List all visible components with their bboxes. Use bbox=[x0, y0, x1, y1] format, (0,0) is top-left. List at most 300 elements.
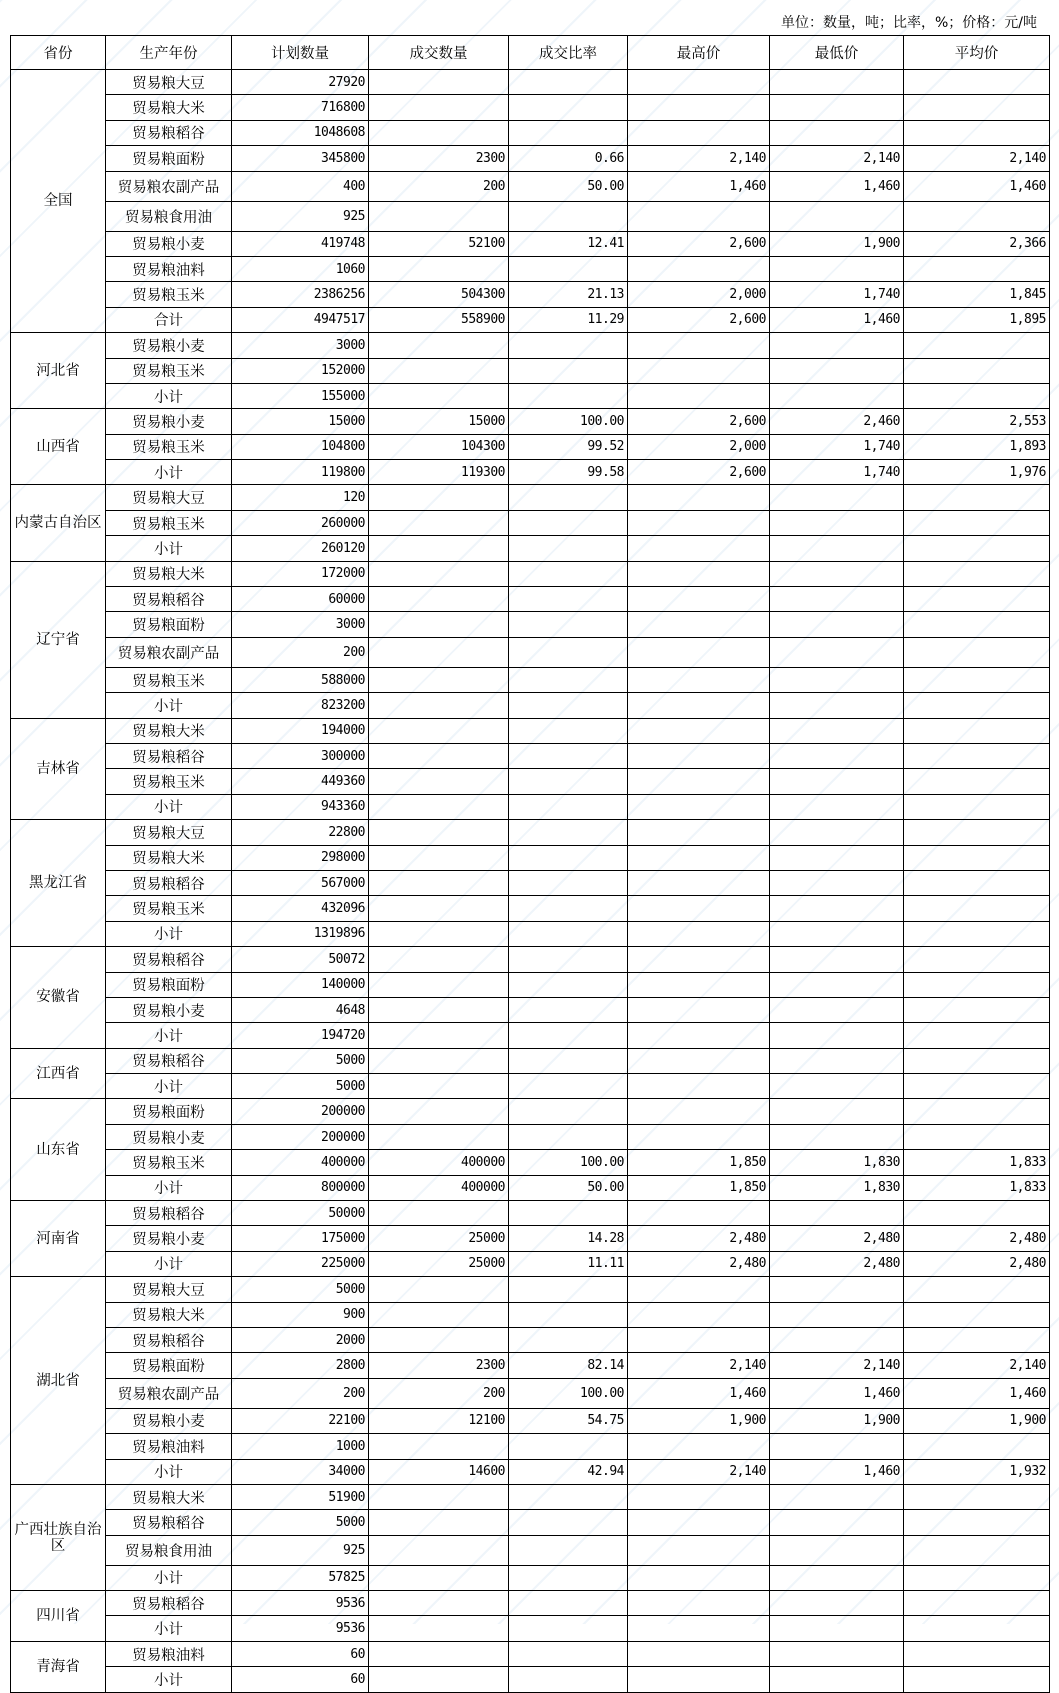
deal-rate-cell: 82.14 bbox=[509, 1353, 628, 1378]
planned-qty-cell: 925 bbox=[232, 1535, 369, 1565]
deal-qty-cell: 52100 bbox=[369, 231, 509, 256]
province-cell: 江西省 bbox=[11, 1048, 106, 1099]
deal-qty-cell: 104300 bbox=[369, 434, 509, 459]
max-price-cell bbox=[628, 70, 770, 95]
item-cell: 贸易粮面粉 bbox=[106, 146, 232, 171]
item-cell: 贸易粮稻谷 bbox=[106, 587, 232, 612]
deal-qty-cell bbox=[369, 1124, 509, 1149]
province-cell: 山东省 bbox=[11, 1099, 106, 1201]
table-row bbox=[11, 1591, 1050, 1616]
max-price-cell bbox=[628, 358, 770, 383]
deal-rate-cell: 100.00 bbox=[509, 1378, 628, 1408]
max-price-cell bbox=[628, 1616, 770, 1641]
planned-qty-cell: 194720 bbox=[232, 1023, 369, 1048]
avg-price-cell: 2,140 bbox=[904, 146, 1050, 171]
province-cell: 黑龙江省 bbox=[11, 820, 106, 947]
avg-price-cell bbox=[904, 667, 1050, 692]
max-price-cell bbox=[628, 510, 770, 535]
max-price-cell: 1,460 bbox=[628, 1378, 770, 1408]
min-price-cell bbox=[770, 1565, 904, 1590]
item-cell: 贸易粮稻谷 bbox=[106, 1327, 232, 1352]
max-price-cell bbox=[628, 485, 770, 510]
max-price-cell bbox=[628, 1074, 770, 1099]
min-price-cell bbox=[770, 997, 904, 1022]
deal-qty-cell: 2300 bbox=[369, 1353, 509, 1378]
avg-price-cell bbox=[904, 896, 1050, 921]
table-row bbox=[11, 510, 1050, 535]
deal-rate-cell bbox=[509, 997, 628, 1022]
max-price-cell: 1,900 bbox=[628, 1408, 770, 1433]
deal-qty-cell bbox=[369, 95, 509, 120]
planned-qty-cell: 449360 bbox=[232, 769, 369, 794]
max-price-cell bbox=[628, 1591, 770, 1616]
deal-rate-cell: 100.00 bbox=[509, 1150, 628, 1175]
planned-qty-cell: 50072 bbox=[232, 947, 369, 972]
max-price-cell bbox=[628, 256, 770, 281]
item-cell: 贸易粮稻谷 bbox=[106, 120, 232, 145]
header-item: 生产年份 bbox=[106, 36, 232, 70]
item-cell: 贸易粮玉米 bbox=[106, 1150, 232, 1175]
min-price-cell: 1,830 bbox=[770, 1150, 904, 1175]
table-row bbox=[11, 146, 1050, 171]
deal-rate-cell bbox=[509, 612, 628, 637]
planned-qty-cell: 22800 bbox=[232, 820, 369, 845]
deal-qty-cell bbox=[369, 201, 509, 231]
item-cell: 贸易粮大豆 bbox=[106, 820, 232, 845]
header-avg-price: 平均价 bbox=[904, 36, 1050, 70]
item-cell: 贸易粮油料 bbox=[106, 1641, 232, 1666]
max-price-cell bbox=[628, 1327, 770, 1352]
item-cell: 小计 bbox=[106, 383, 232, 408]
deal-rate-cell: 99.58 bbox=[509, 460, 628, 485]
avg-price-cell bbox=[904, 510, 1050, 535]
avg-price-cell bbox=[904, 612, 1050, 637]
max-price-cell bbox=[628, 743, 770, 768]
item-cell: 贸易粮小麦 bbox=[106, 1408, 232, 1433]
province-cell: 河北省 bbox=[11, 333, 106, 409]
max-price-cell bbox=[628, 95, 770, 120]
table-row bbox=[11, 947, 1050, 972]
avg-price-cell bbox=[904, 536, 1050, 561]
deal-rate-cell: 14.28 bbox=[509, 1226, 628, 1251]
item-cell: 贸易粮面粉 bbox=[106, 972, 232, 997]
table-row bbox=[11, 460, 1050, 485]
planned-qty-cell: 225000 bbox=[232, 1251, 369, 1276]
deal-rate-cell: 100.00 bbox=[509, 409, 628, 434]
deal-rate-cell: 21.13 bbox=[509, 282, 628, 307]
min-price-cell bbox=[770, 1327, 904, 1352]
planned-qty-cell: 3000 bbox=[232, 333, 369, 358]
deal-rate-cell: 42.94 bbox=[509, 1459, 628, 1484]
table-row bbox=[11, 1408, 1050, 1433]
planned-qty-cell: 5000 bbox=[232, 1074, 369, 1099]
table-row bbox=[11, 70, 1050, 95]
item-cell: 贸易粮小麦 bbox=[106, 1226, 232, 1251]
table-row bbox=[11, 921, 1050, 946]
deal-qty-cell: 14600 bbox=[369, 1459, 509, 1484]
avg-price-cell bbox=[904, 845, 1050, 870]
deal-rate-cell: 99.52 bbox=[509, 434, 628, 459]
deal-rate-cell bbox=[509, 1565, 628, 1590]
planned-qty-cell: 4648 bbox=[232, 997, 369, 1022]
deal-qty-cell bbox=[369, 972, 509, 997]
deal-qty-cell bbox=[369, 1201, 509, 1226]
table-row bbox=[11, 870, 1050, 895]
item-cell: 贸易粮大米 bbox=[106, 845, 232, 870]
deal-rate-cell bbox=[509, 667, 628, 692]
deal-rate-cell bbox=[509, 1327, 628, 1352]
table-row bbox=[11, 1616, 1050, 1641]
planned-qty-cell: 60 bbox=[232, 1641, 369, 1666]
min-price-cell bbox=[770, 70, 904, 95]
table-row bbox=[11, 231, 1050, 256]
avg-price-cell: 1,833 bbox=[904, 1150, 1050, 1175]
deal-qty-cell bbox=[369, 1277, 509, 1302]
min-price-cell bbox=[770, 256, 904, 281]
max-price-cell: 2,000 bbox=[628, 434, 770, 459]
table-row bbox=[11, 1565, 1050, 1590]
max-price-cell: 2,140 bbox=[628, 1353, 770, 1378]
avg-price-cell bbox=[904, 743, 1050, 768]
deal-rate-cell bbox=[509, 769, 628, 794]
deal-rate-cell bbox=[509, 358, 628, 383]
header-province: 省份 bbox=[11, 36, 106, 70]
deal-rate-cell bbox=[509, 972, 628, 997]
min-price-cell bbox=[770, 587, 904, 612]
table-row bbox=[11, 282, 1050, 307]
item-cell: 贸易粮玉米 bbox=[106, 282, 232, 307]
max-price-cell bbox=[628, 1124, 770, 1149]
table-row bbox=[11, 485, 1050, 510]
deal-rate-cell bbox=[509, 1484, 628, 1509]
max-price-cell bbox=[628, 693, 770, 718]
planned-qty-cell: 155000 bbox=[232, 383, 369, 408]
deal-qty-cell bbox=[369, 1591, 509, 1616]
avg-price-cell bbox=[904, 333, 1050, 358]
planned-qty-cell: 3000 bbox=[232, 612, 369, 637]
deal-qty-cell bbox=[369, 612, 509, 637]
deal-rate-cell bbox=[509, 1591, 628, 1616]
max-price-cell bbox=[628, 333, 770, 358]
planned-qty-cell: 200 bbox=[232, 1378, 369, 1408]
planned-qty-cell: 432096 bbox=[232, 896, 369, 921]
avg-price-cell bbox=[904, 1327, 1050, 1352]
table-row bbox=[11, 1226, 1050, 1251]
deal-rate-cell bbox=[509, 1201, 628, 1226]
min-price-cell bbox=[770, 1591, 904, 1616]
table-row bbox=[11, 120, 1050, 145]
deal-rate-cell bbox=[509, 536, 628, 561]
max-price-cell bbox=[628, 947, 770, 972]
avg-price-cell bbox=[904, 70, 1050, 95]
province-cell: 河南省 bbox=[11, 1201, 106, 1277]
min-price-cell bbox=[770, 333, 904, 358]
deal-qty-cell bbox=[369, 718, 509, 743]
avg-price-cell bbox=[904, 1099, 1050, 1124]
item-cell: 贸易粮玉米 bbox=[106, 896, 232, 921]
planned-qty-cell: 152000 bbox=[232, 358, 369, 383]
item-cell: 贸易粮稻谷 bbox=[106, 1201, 232, 1226]
item-cell: 小计 bbox=[106, 794, 232, 819]
max-price-cell bbox=[628, 120, 770, 145]
table-row bbox=[11, 1510, 1050, 1535]
max-price-cell bbox=[628, 667, 770, 692]
min-price-cell bbox=[770, 769, 904, 794]
deal-rate-cell: 11.11 bbox=[509, 1251, 628, 1276]
min-price-cell: 1,740 bbox=[770, 460, 904, 485]
item-cell: 贸易粮大米 bbox=[106, 1484, 232, 1509]
min-price-cell: 1,460 bbox=[770, 307, 904, 332]
table-row bbox=[11, 1048, 1050, 1073]
item-cell: 贸易粮农副产品 bbox=[106, 1378, 232, 1408]
table-row bbox=[11, 1667, 1050, 1692]
min-price-cell bbox=[770, 1641, 904, 1666]
item-cell: 小计 bbox=[106, 1667, 232, 1692]
planned-qty-cell: 200000 bbox=[232, 1124, 369, 1149]
item-cell: 贸易粮小麦 bbox=[106, 333, 232, 358]
deal-rate-cell bbox=[509, 120, 628, 145]
table-row bbox=[11, 358, 1050, 383]
item-cell: 贸易粮油料 bbox=[106, 1434, 232, 1459]
avg-price-cell: 1,845 bbox=[904, 282, 1050, 307]
avg-price-cell bbox=[904, 820, 1050, 845]
min-price-cell bbox=[770, 120, 904, 145]
max-price-cell: 1,850 bbox=[628, 1150, 770, 1175]
planned-qty-cell: 175000 bbox=[232, 1226, 369, 1251]
deal-qty-cell: 400000 bbox=[369, 1150, 509, 1175]
avg-price-cell bbox=[904, 1277, 1050, 1302]
item-cell: 贸易粮食用油 bbox=[106, 201, 232, 231]
planned-qty-cell: 27920 bbox=[232, 70, 369, 95]
min-price-cell bbox=[770, 1201, 904, 1226]
avg-price-cell bbox=[904, 1641, 1050, 1666]
avg-price-cell bbox=[904, 1591, 1050, 1616]
deal-qty-cell bbox=[369, 1434, 509, 1459]
deal-rate-cell bbox=[509, 693, 628, 718]
planned-qty-cell: 119800 bbox=[232, 460, 369, 485]
avg-price-cell bbox=[904, 1434, 1050, 1459]
deal-qty-cell bbox=[369, 485, 509, 510]
max-price-cell bbox=[628, 921, 770, 946]
deal-rate-cell bbox=[509, 70, 628, 95]
item-cell: 贸易粮玉米 bbox=[106, 358, 232, 383]
planned-qty-cell: 2800 bbox=[232, 1353, 369, 1378]
avg-price-cell: 1,895 bbox=[904, 307, 1050, 332]
item-cell: 小计 bbox=[106, 460, 232, 485]
deal-qty-cell: 2300 bbox=[369, 146, 509, 171]
min-price-cell bbox=[770, 536, 904, 561]
planned-qty-cell: 50000 bbox=[232, 1201, 369, 1226]
min-price-cell bbox=[770, 1667, 904, 1692]
avg-price-cell bbox=[904, 201, 1050, 231]
planned-qty-cell: 172000 bbox=[232, 561, 369, 586]
planned-qty-cell: 22100 bbox=[232, 1408, 369, 1433]
avg-price-cell: 1,460 bbox=[904, 171, 1050, 201]
deal-qty-cell bbox=[369, 1302, 509, 1327]
planned-qty-cell: 2386256 bbox=[232, 282, 369, 307]
deal-rate-cell bbox=[509, 256, 628, 281]
item-cell: 贸易粮稻谷 bbox=[106, 870, 232, 895]
table-row bbox=[11, 1302, 1050, 1327]
province-cell: 青海省 bbox=[11, 1641, 106, 1692]
max-price-cell: 2,600 bbox=[628, 307, 770, 332]
planned-qty-cell: 60000 bbox=[232, 587, 369, 612]
header-max-price: 最高价 bbox=[628, 36, 770, 70]
planned-qty-cell: 104800 bbox=[232, 434, 369, 459]
min-price-cell bbox=[770, 637, 904, 667]
deal-qty-cell bbox=[369, 120, 509, 145]
deal-qty-cell bbox=[369, 637, 509, 667]
header-row bbox=[11, 36, 1050, 70]
deal-rate-cell bbox=[509, 1616, 628, 1641]
province-cell: 四川省 bbox=[11, 1591, 106, 1642]
min-price-cell bbox=[770, 1302, 904, 1327]
max-price-cell bbox=[628, 1565, 770, 1590]
planned-qty-cell: 400000 bbox=[232, 1150, 369, 1175]
table-row bbox=[11, 794, 1050, 819]
planned-qty-cell: 200 bbox=[232, 637, 369, 667]
min-price-cell bbox=[770, 896, 904, 921]
deal-qty-cell: 558900 bbox=[369, 307, 509, 332]
deal-qty-cell bbox=[369, 693, 509, 718]
table-row bbox=[11, 171, 1050, 201]
max-price-cell bbox=[628, 820, 770, 845]
item-cell: 小计 bbox=[106, 536, 232, 561]
planned-qty-cell: 900 bbox=[232, 1302, 369, 1327]
avg-price-cell: 1,932 bbox=[904, 1459, 1050, 1484]
deal-qty-cell: 200 bbox=[369, 1378, 509, 1408]
item-cell: 小计 bbox=[106, 921, 232, 946]
table-row bbox=[11, 769, 1050, 794]
deal-qty-cell bbox=[369, 1535, 509, 1565]
item-cell: 贸易粮玉米 bbox=[106, 434, 232, 459]
min-price-cell: 1,740 bbox=[770, 282, 904, 307]
table-row bbox=[11, 667, 1050, 692]
deal-qty-cell bbox=[369, 870, 509, 895]
table-row bbox=[11, 718, 1050, 743]
planned-qty-cell: 1319896 bbox=[232, 921, 369, 946]
deal-qty-cell bbox=[369, 383, 509, 408]
planned-qty-cell: 567000 bbox=[232, 870, 369, 895]
avg-price-cell bbox=[904, 95, 1050, 120]
min-price-cell bbox=[770, 718, 904, 743]
avg-price-cell bbox=[904, 1048, 1050, 1073]
table-row bbox=[11, 1175, 1050, 1200]
avg-price-cell bbox=[904, 358, 1050, 383]
deal-rate-cell bbox=[509, 587, 628, 612]
deal-qty-cell: 119300 bbox=[369, 460, 509, 485]
table-row bbox=[11, 743, 1050, 768]
deal-qty-cell bbox=[369, 1565, 509, 1590]
avg-price-cell bbox=[904, 769, 1050, 794]
table-row bbox=[11, 1099, 1050, 1124]
deal-rate-cell: 11.29 bbox=[509, 307, 628, 332]
min-price-cell bbox=[770, 921, 904, 946]
deal-qty-cell: 25000 bbox=[369, 1226, 509, 1251]
item-cell: 贸易粮小麦 bbox=[106, 997, 232, 1022]
item-cell: 贸易粮油料 bbox=[106, 256, 232, 281]
max-price-cell bbox=[628, 896, 770, 921]
avg-price-cell bbox=[904, 1124, 1050, 1149]
avg-price-cell bbox=[904, 1484, 1050, 1509]
item-cell: 小计 bbox=[106, 693, 232, 718]
item-cell: 贸易粮食用油 bbox=[106, 1535, 232, 1565]
min-price-cell bbox=[770, 1434, 904, 1459]
planned-qty-cell: 943360 bbox=[232, 794, 369, 819]
item-cell: 小计 bbox=[106, 1074, 232, 1099]
planned-qty-cell: 925 bbox=[232, 201, 369, 231]
avg-price-cell bbox=[904, 383, 1050, 408]
deal-rate-cell bbox=[509, 896, 628, 921]
province-cell: 吉林省 bbox=[11, 718, 106, 820]
deal-qty-cell bbox=[369, 769, 509, 794]
item-cell: 贸易粮农副产品 bbox=[106, 637, 232, 667]
planned-qty-cell: 588000 bbox=[232, 667, 369, 692]
min-price-cell bbox=[770, 667, 904, 692]
deal-rate-cell bbox=[509, 1023, 628, 1048]
table-row bbox=[11, 1150, 1050, 1175]
table-row bbox=[11, 1201, 1050, 1226]
max-price-cell bbox=[628, 1023, 770, 1048]
item-cell: 小计 bbox=[106, 1565, 232, 1590]
deal-rate-cell bbox=[509, 561, 628, 586]
table-row bbox=[11, 820, 1050, 845]
min-price-cell bbox=[770, 1510, 904, 1535]
min-price-cell bbox=[770, 820, 904, 845]
table-row bbox=[11, 1535, 1050, 1565]
deal-qty-cell: 25000 bbox=[369, 1251, 509, 1276]
header-deal-qty: 成交数量 bbox=[369, 36, 509, 70]
item-cell: 贸易粮面粉 bbox=[106, 612, 232, 637]
province-cell: 湖北省 bbox=[11, 1277, 106, 1485]
min-price-cell: 1,460 bbox=[770, 1378, 904, 1408]
min-price-cell bbox=[770, 870, 904, 895]
planned-qty-cell: 1048608 bbox=[232, 120, 369, 145]
deal-qty-cell bbox=[369, 1099, 509, 1124]
province-cell: 辽宁省 bbox=[11, 561, 106, 718]
item-cell: 小计 bbox=[106, 1251, 232, 1276]
deal-rate-cell bbox=[509, 383, 628, 408]
min-price-cell bbox=[770, 743, 904, 768]
avg-price-cell bbox=[904, 1023, 1050, 1048]
table-row bbox=[11, 1378, 1050, 1408]
avg-price-cell bbox=[904, 1510, 1050, 1535]
avg-price-cell bbox=[904, 718, 1050, 743]
deal-qty-cell bbox=[369, 921, 509, 946]
table-row bbox=[11, 434, 1050, 459]
deal-rate-cell bbox=[509, 1099, 628, 1124]
max-price-cell bbox=[628, 794, 770, 819]
table-row bbox=[11, 1124, 1050, 1149]
deal-rate-cell bbox=[509, 1048, 628, 1073]
avg-price-cell: 1,976 bbox=[904, 460, 1050, 485]
planned-qty-cell: 1060 bbox=[232, 256, 369, 281]
table-row bbox=[11, 333, 1050, 358]
planned-qty-cell: 120 bbox=[232, 485, 369, 510]
avg-price-cell bbox=[904, 997, 1050, 1022]
max-price-cell bbox=[628, 1277, 770, 1302]
avg-price-cell bbox=[904, 972, 1050, 997]
item-cell: 贸易粮玉米 bbox=[106, 769, 232, 794]
max-price-cell bbox=[628, 769, 770, 794]
planned-qty-cell: 260120 bbox=[232, 536, 369, 561]
max-price-cell bbox=[628, 845, 770, 870]
avg-price-cell bbox=[904, 561, 1050, 586]
item-cell: 贸易粮面粉 bbox=[106, 1099, 232, 1124]
max-price-cell bbox=[628, 1535, 770, 1565]
max-price-cell bbox=[628, 870, 770, 895]
item-cell: 贸易粮稻谷 bbox=[106, 1510, 232, 1535]
